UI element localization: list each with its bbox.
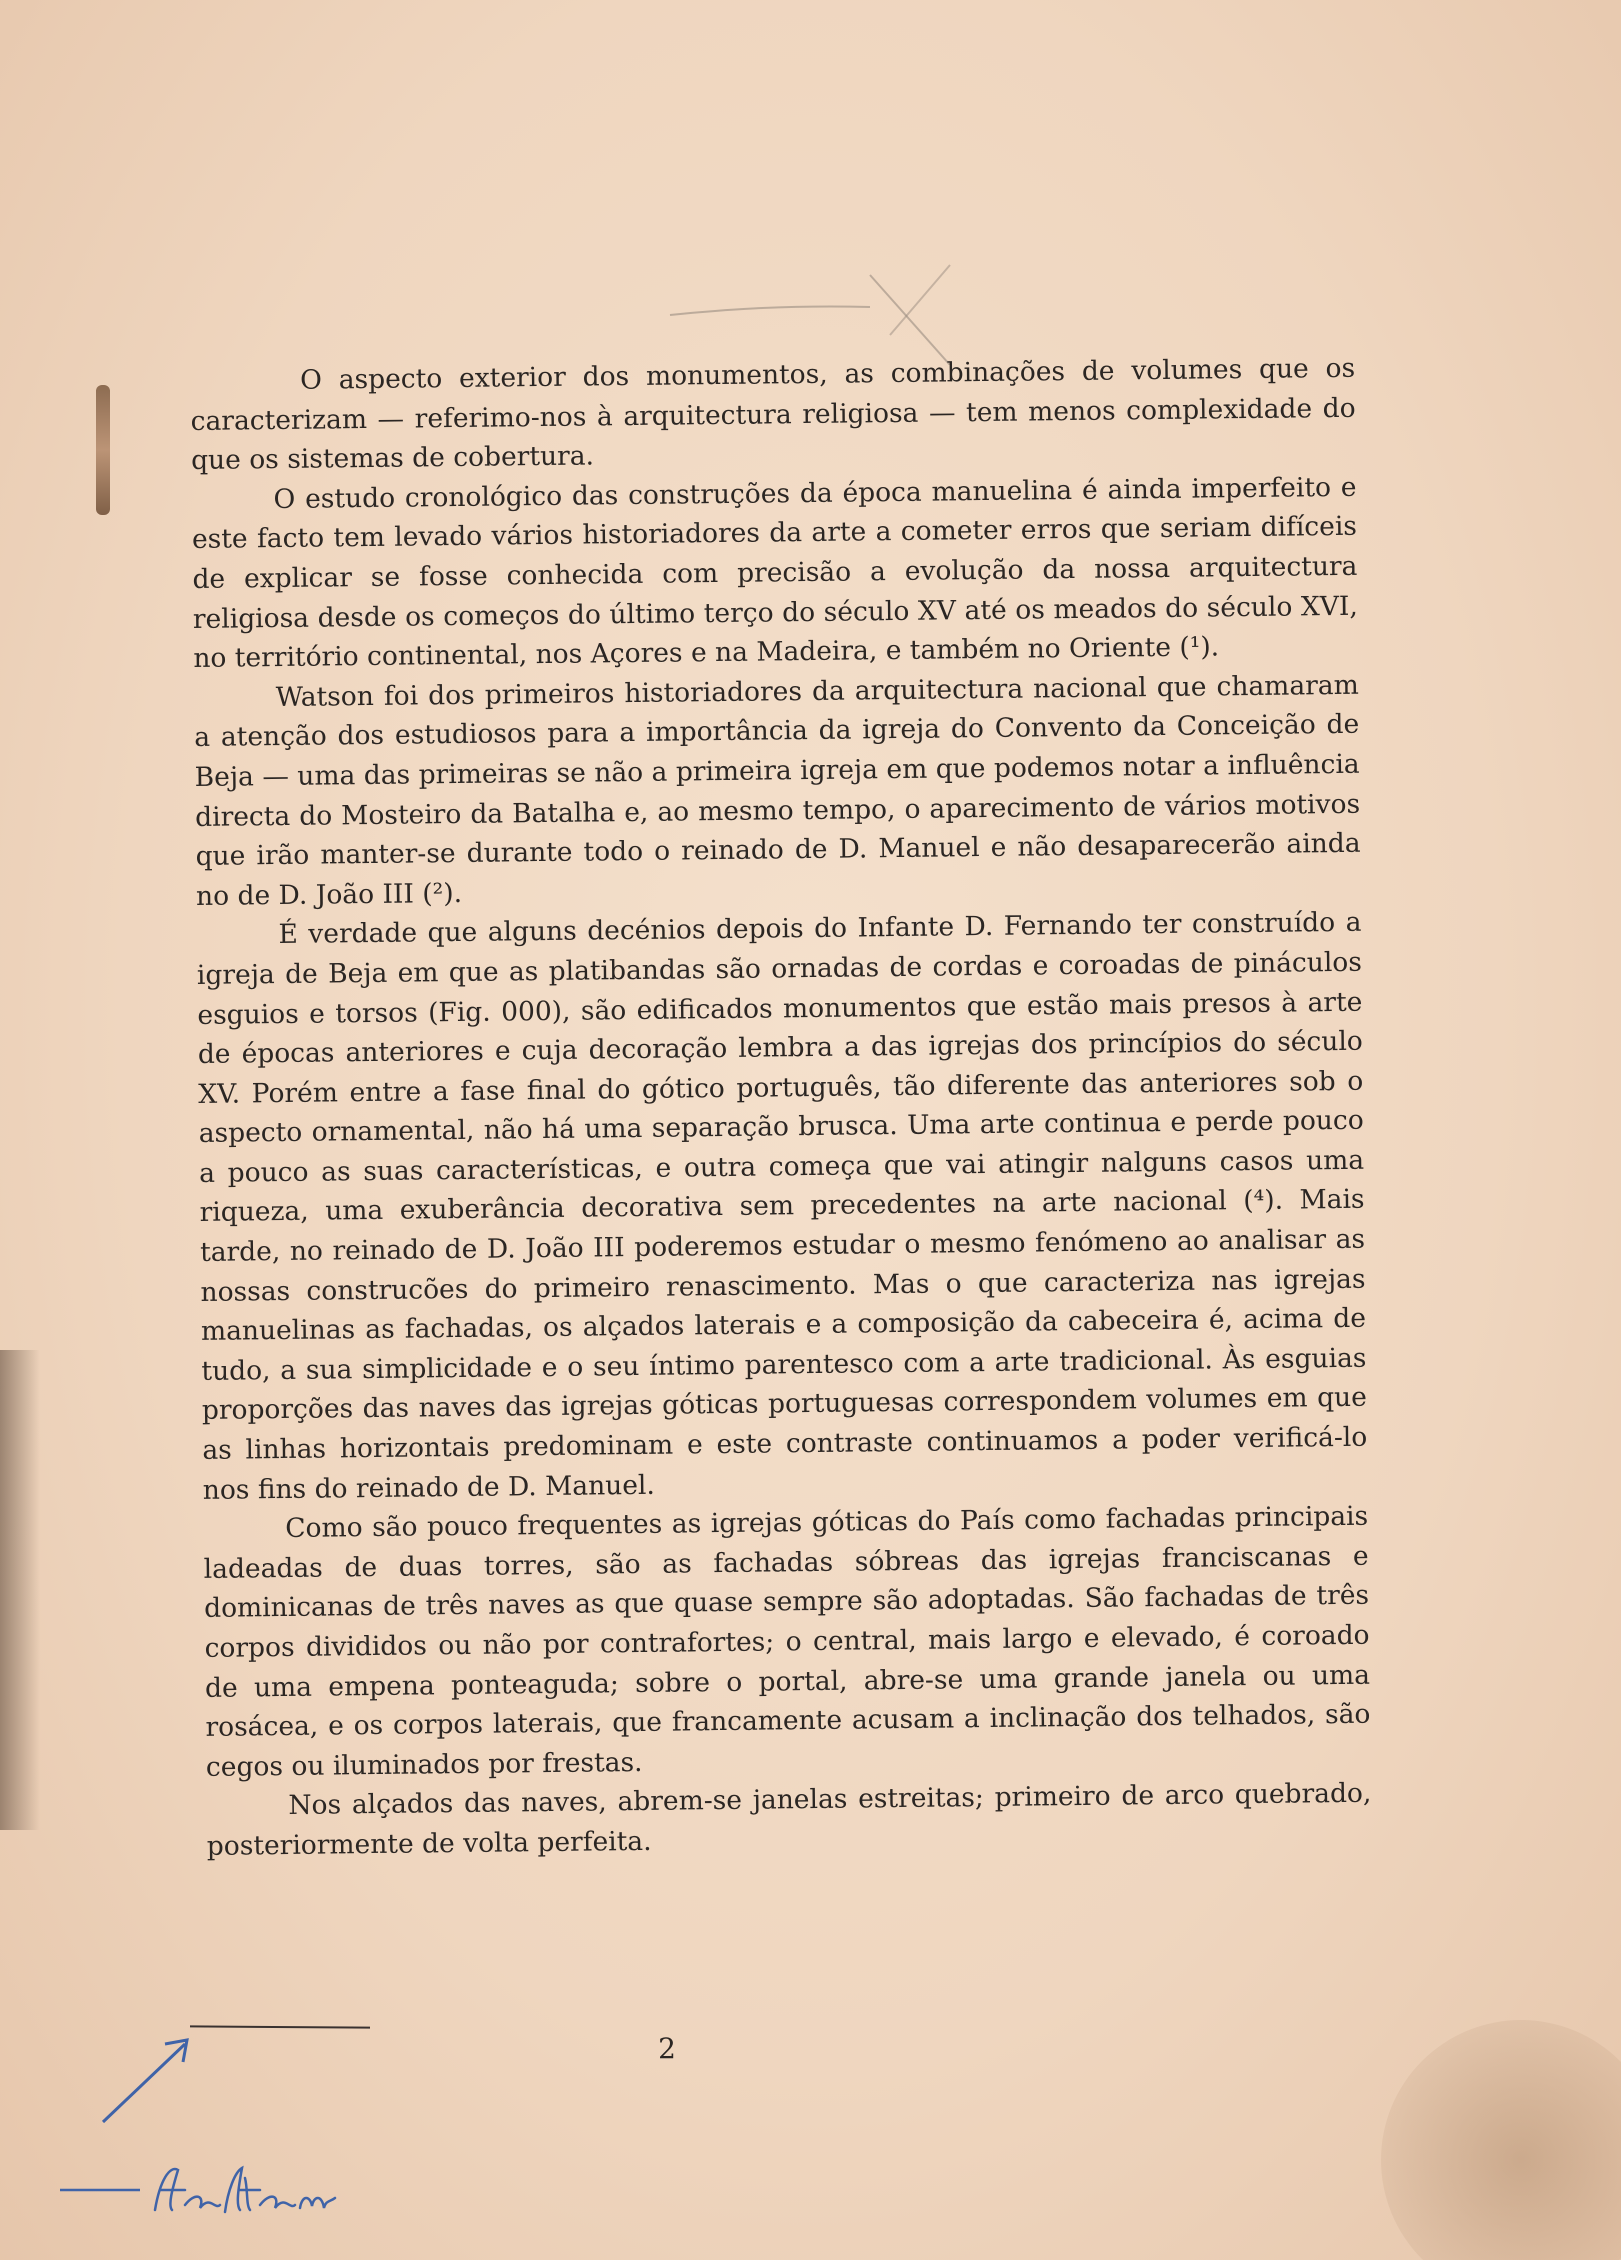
page-edge-shadow bbox=[0, 1350, 40, 1830]
handwritten-arrow-icon bbox=[95, 2030, 205, 2130]
body-text bbox=[190, 349, 1372, 1867]
corner-stain bbox=[1381, 2020, 1621, 2260]
paragraph-4: É verdade que alguns decénios depois do Infante D. Fernando ter construído a igreja de Beja em que as platibandas são ornadas de cordas e coroadas de pináculos esguios e torsos (Fig. 000), são edificados monumentos que estão mais presos à arte de épocas anteriores e cuja decoração lembra a das igrejas dos princípios do século XV. Porém entre a fase final do gótico português, tão diferente das anteriores sob o aspecto ornamental, não há uma separação brusca. Uma arte continua e perde pouco a pouco as suas características, e outra começa que vai atingir nalguns casos uma riqueza, uma exuberância decorativa sem precedentes na arte nacional (⁴). Mais tarde, no reinado de D. João III poderemos estudar o mesmo fenómeno ao analisar as nossas construcões do primeiro renascimento. Mas o que caracteriza nas igrejas manuelinas as fachadas, os alçados laterais e a composição da cabeceira é, acima de tudo, a sua simplicidade e o seu íntimo parentesco com a arte tradicional. Às esguias proporções das naves das igrejas góticas portuguesas correspondem volumes em que as linhas horizontais predominam e este contraste continuamos a poder verificá-lo nos fins do reinado de D. Manuel. bbox=[196, 907, 1368, 1506]
page-number: 2 bbox=[658, 2032, 676, 2065]
footnote-rule bbox=[190, 2025, 370, 2028]
handwritten-note bbox=[60, 2150, 360, 2230]
pencil-cross-mark bbox=[640, 255, 1000, 365]
staple-mark bbox=[96, 385, 110, 515]
paragraph-5: Como são pouco frequentes as igrejas góticas do País como fachadas principais ladeadas de duas torres, são as fachadas sóbreas das igrejas franciscanas e dominicanas de três naves as que quase sempre são adoptadas. São fachadas de três corpos divididos ou não por contrafortes; o central, mais largo e elevado, é coroado de uma empena ponteaguda; sobre o portal, abre-se uma grande janela ou uma rosácea, e os corpos laterais, que francamente acusam a inclinação dos telhados, são cegos ou iluminados por frestas. bbox=[203, 1500, 1371, 1783]
paragraph-3: Watson foi dos primeiros historiadores da arquitectura nacional que chamaram a atenção dos estudiosos para a importância da igreja do Convento da Conceição de Beja — uma das primeiras se não a primeira igreja em que podemos notar a influência directa do Mosteiro da Batalha e, ao mesmo tempo, o aparecimento de vários motivos que irão manter-se durante todo o reinado de D. Manuel e não desaparecerão ainda no de D. João III (²). bbox=[194, 669, 1361, 912]
paragraph-6: Nos alçados das naves, abrem-se janelas estreitas; primeiro de arco quebrado, posteriormente de volta perfeita. bbox=[206, 1778, 1372, 1862]
paragraph-1: O aspecto exterior dos monumentos, as combinações de volumes que os caracterizam — referimo-nos à arquitectura religiosa — tem menos complexidade do que os sistemas de cobertura. bbox=[190, 352, 1356, 477]
paragraph-2: O estudo cronológico das construções da época manuelina é ainda imperfeito e este facto tem levado vários historiadores da arte a cometer erros que seriam difíceis de explicar se fosse conhecida com precisão a evolução da nossa arquitectura religiosa desde os começos do último terço do século XV até os meados do século XVI, no território continental, nos Açores e na Madeira, e também no Oriente (¹). bbox=[191, 471, 1359, 675]
